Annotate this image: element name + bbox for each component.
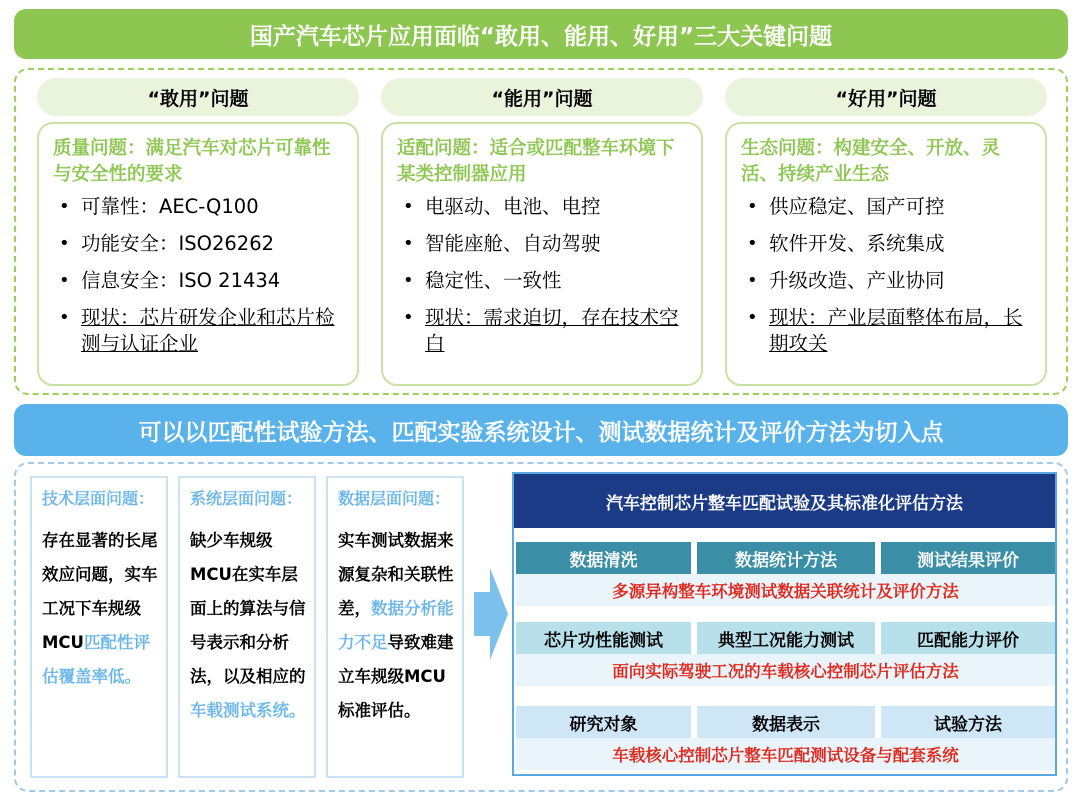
method-cell: 数据清洗: [516, 542, 691, 574]
bullet-item: • 电驱动、电池、电控: [397, 194, 687, 219]
column-heading: 质量问题：满足汽车对芯片可靠性与安全性的要求: [53, 138, 331, 185]
bullet-item: • 软件开发、系统集成: [741, 231, 1031, 256]
problem-highlight: 车载测试系统。: [190, 701, 306, 720]
method-band: 多源异构整车环境测试数据关联统计及评价方法: [516, 574, 1055, 606]
problem-heading: 数据层面问题：: [338, 489, 451, 508]
bullet-item: • 信息安全：ISO 21434: [53, 268, 343, 293]
column-title-good: “好用”问题: [725, 78, 1047, 116]
method-band: 车载核心控制芯片整车匹配测试设备与配套系统: [516, 738, 1055, 770]
column-box-dare: [37, 122, 359, 386]
bullet-list: [397, 194, 687, 357]
problem-heading: 系统层面问题：: [190, 489, 303, 508]
problem-box-technical: [30, 476, 168, 778]
column-title-able: “能用”问题: [381, 78, 703, 116]
bullet-item: • 升级改造、产业协同: [741, 268, 1031, 293]
column-title-dare: “敢用”问题: [37, 78, 359, 116]
method-panel: [512, 472, 1057, 776]
mid-banner: 可以以匹配性试验方法、匹配实验系统设计、测试数据统计及评价方法为切入点: [14, 404, 1068, 456]
method-cell: 典型工况能力测试: [697, 622, 875, 654]
bullet-list: [53, 194, 343, 357]
method-cell: 数据统计方法: [697, 542, 875, 574]
status-item: • 现状：芯片研发企业和芯片检测与认证企业: [53, 305, 343, 357]
bullet-item: • 稳定性、一致性: [397, 268, 687, 293]
problem-text: 存在显著的长尾效应问题，实车工况下车规级MCU匹配性评估覆盖率低。: [42, 531, 158, 686]
method-cell: 研究对象: [516, 706, 691, 738]
method-cell: 数据表示: [697, 706, 875, 738]
problem-highlight: 数据分析能力不足: [338, 599, 454, 652]
column-heading: 生态问题：构建安全、开放、灵活、持续产业生态: [741, 138, 1001, 185]
right-arrow-icon: [474, 568, 508, 660]
column-box-good: [725, 122, 1047, 386]
problem-box-system: [178, 476, 316, 778]
method-cell: 试验方法: [881, 706, 1055, 738]
bullet-item: • 供应稳定、国产可控: [741, 194, 1031, 219]
status-item: • 现状：产业层面整体布局，长期攻关: [741, 305, 1031, 357]
problem-text: 缺少车规级MCU在实车层面上的算法与信号表示和分析法，以及相应的车载测试系统。: [190, 531, 306, 720]
problem-heading: 技术层面问题：: [42, 489, 155, 508]
top-banner: 国产汽车芯片应用面临“敢用、能用、好用”三大关键问题: [14, 9, 1068, 59]
problem-highlight: 匹配性评估覆盖率低。: [42, 633, 150, 686]
method-band: 面向实际驾驶工况的车载核心控制芯片评估方法: [516, 654, 1055, 686]
method-cell: 芯片功性能测试: [516, 622, 691, 654]
status-item: • 现状：需求迫切，存在技术空白: [397, 305, 687, 357]
method-panel-title: 汽车控制芯片整车匹配试验及其标准化评估方法: [514, 474, 1055, 528]
bullet-list: [741, 194, 1031, 357]
problem-text: 实车测试数据来源复杂和关联性差，数据分析能力不足导致难建立车规级MCU标准评估。: [338, 531, 454, 720]
column-heading: 适配问题：适合或匹配整车环境下某类控制器应用: [397, 138, 675, 185]
bullet-item: • 功能安全：ISO26262: [53, 231, 343, 256]
column-box-able: [381, 122, 703, 386]
problem-box-data: [326, 476, 464, 778]
method-cell: 匹配能力评价: [881, 622, 1055, 654]
bullet-item: • 智能座舱、自动驾驶: [397, 231, 687, 256]
bullet-item: • 可靠性：AEC-Q100: [53, 194, 343, 219]
method-cell: 测试结果评价: [881, 542, 1055, 574]
